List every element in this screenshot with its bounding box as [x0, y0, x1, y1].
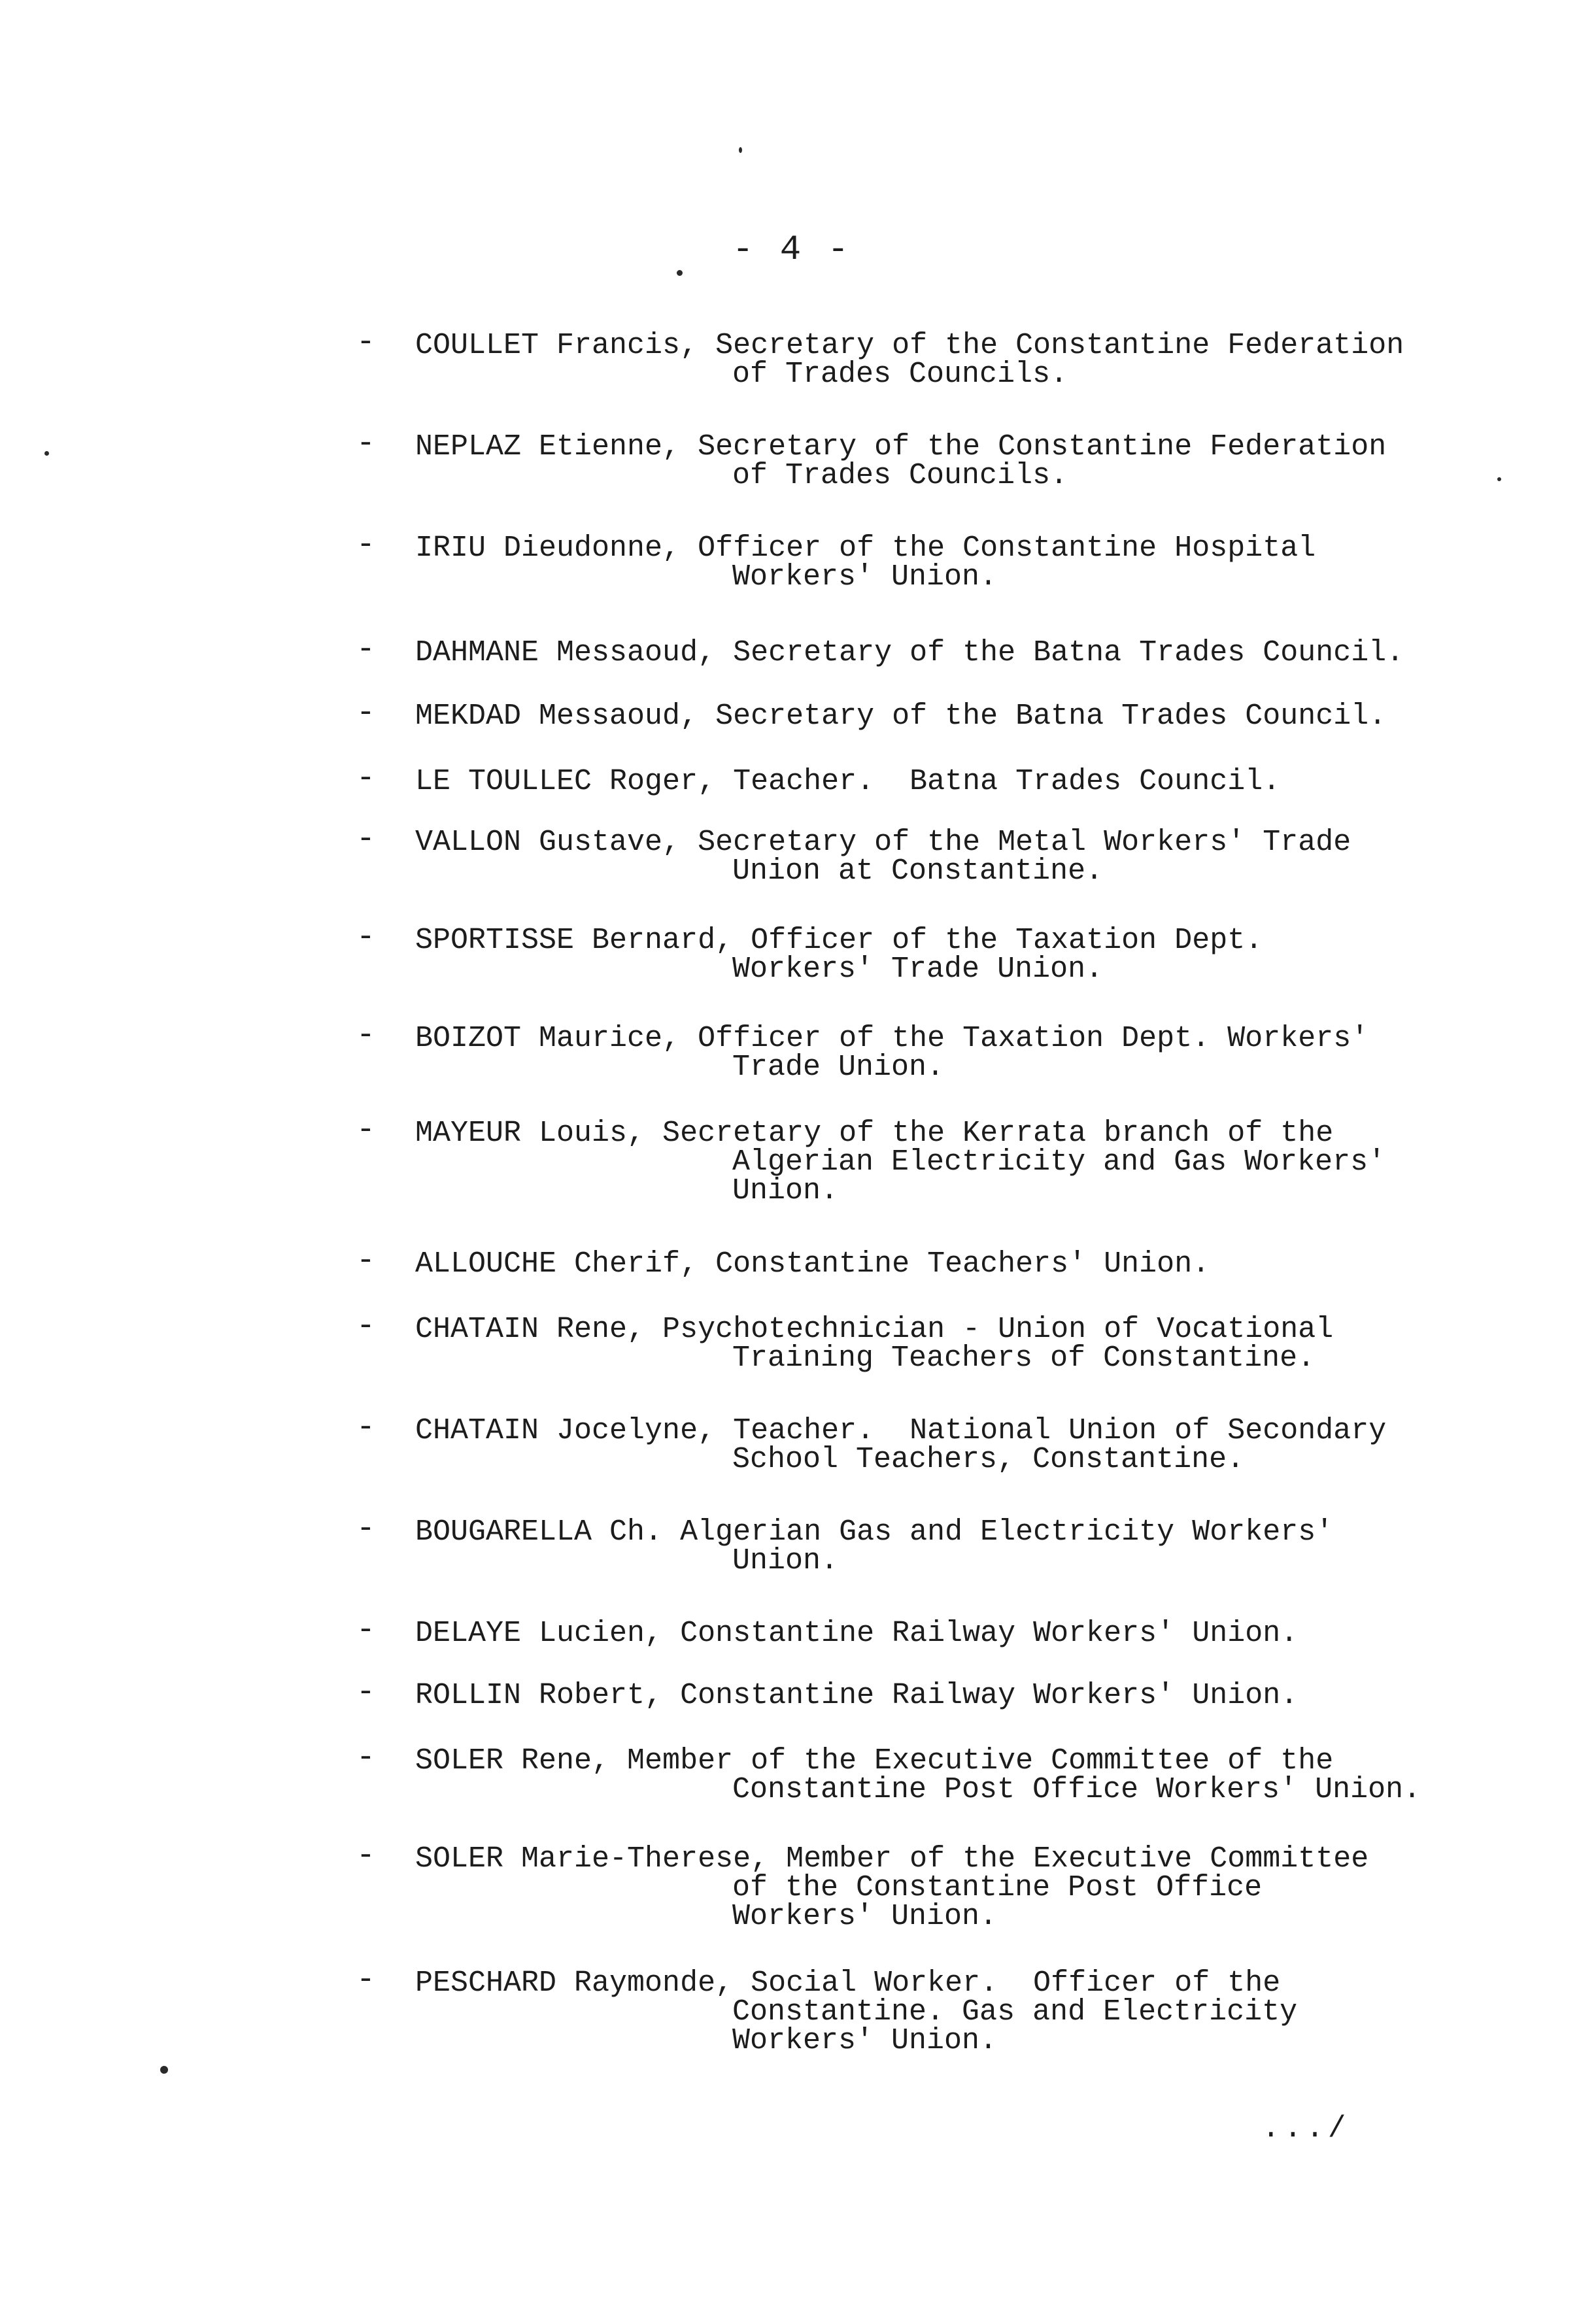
scan-speck — [739, 147, 742, 153]
list-dash: - — [356, 1838, 375, 1874]
entry-continuation: Workers' Union. — [732, 560, 998, 594]
list-dash: - — [356, 1309, 375, 1344]
entry-text: ROLLIN Robert, Constantine Railway Workers' Union. — [415, 1679, 1299, 1712]
entry-text: SPORTISSE Bernard, Officer of the Taxation Dept. — [415, 924, 1263, 957]
entry-continuation: Union. — [732, 1174, 839, 1207]
entry-continuation: Constantine Post Office Workers' Union. — [732, 1773, 1421, 1806]
entry-text: DELAYE Lucien, Constantine Railway Workers' Union. — [415, 1617, 1299, 1650]
entry-text: CHATAIN Rene, Psychotechnician - Union of Vocational — [415, 1313, 1334, 1346]
list-dash: - — [356, 1511, 375, 1547]
entry-continuation: Union at Constantine. — [732, 854, 1104, 888]
list-dash: - — [356, 761, 375, 796]
entry-text: SOLER Rene, Member of the Executive Committee of the — [415, 1744, 1334, 1778]
scan-speck — [677, 270, 683, 276]
list-dash: - — [356, 1963, 375, 1998]
entry-text: SOLER Marie-Therese, Member of the Executive Committee — [415, 1842, 1369, 1876]
entry-continuation: Workers' Union. — [732, 2024, 998, 2057]
list-dash: - — [356, 1740, 375, 1776]
list-dash: - — [356, 1113, 375, 1148]
list-dash: - — [356, 632, 375, 667]
scan-speck — [160, 2066, 168, 2074]
entry-continuation: Trade Union. — [732, 1051, 945, 1084]
entry-continuation: Algerian Electricity and Gas Workers' — [732, 1145, 1386, 1179]
entry-text: ALLOUCHE Cherif, Constantine Teachers' Union. — [415, 1247, 1210, 1281]
scan-speck — [44, 451, 49, 456]
entry-text: NEPLAZ Etienne, Secretary of the Constantine Federation — [415, 430, 1387, 464]
list-dash: - — [356, 528, 375, 563]
entry-continuation: Constantine. Gas and Electricity — [732, 1995, 1298, 2029]
entry-continuation: Union. — [732, 1544, 839, 1578]
scan-speck — [1497, 477, 1501, 481]
list-dash: - — [356, 1410, 375, 1445]
entry-text: COULLET Francis, Secretary of the Constantine Federation — [415, 329, 1404, 362]
page-number: - 4 - — [732, 230, 852, 270]
entry-text: MEKDAD Messaoud, Secretary of the Batna Trades Council. — [415, 700, 1387, 733]
entry-text: PESCHARD Raymonde, Social Worker. Officer of the — [415, 1967, 1281, 2000]
list-dash: - — [356, 1675, 375, 1710]
list-dash: - — [356, 920, 375, 955]
list-dash: - — [356, 696, 375, 731]
list-dash: - — [356, 1243, 375, 1279]
list-dash: - — [356, 426, 375, 462]
entry-continuation: of Trades Councils. — [732, 459, 1068, 492]
list-dash: - — [356, 1018, 375, 1053]
list-dash: - — [356, 325, 375, 360]
list-dash: - — [356, 822, 375, 857]
continuation-mark: .../ — [1262, 2112, 1350, 2146]
entry-continuation: Workers' Union. — [732, 1900, 998, 1933]
entry-text: MAYEUR Louis, Secretary of the Kerrata branch of the — [415, 1117, 1334, 1150]
entry-text: CHATAIN Jocelyne, Teacher. National Union of Secondary — [415, 1414, 1387, 1447]
entry-continuation: Training Teachers of Constantine. — [732, 1342, 1316, 1375]
entry-text: BOIZOT Maurice, Officer of the Taxation Dept. Workers' — [415, 1022, 1369, 1055]
entry-text: IRIU Dieudonne, Officer of the Constantine Hospital — [415, 532, 1316, 565]
entry-text: DAHMANE Messaoud, Secretary of the Batna Trades Council. — [415, 636, 1404, 669]
list-dash: - — [356, 1613, 375, 1648]
entry-text: BOUGARELLA Ch. Algerian Gas and Electricity Workers' — [415, 1515, 1334, 1549]
entry-text: VALLON Gustave, Secretary of the Metal Workers' Trade — [415, 826, 1351, 859]
entry-continuation: of Trades Councils. — [732, 358, 1068, 391]
entry-text: LE TOULLEC Roger, Teacher. Batna Trades Council. — [415, 765, 1281, 798]
entry-continuation: School Teachers, Constantine. — [732, 1443, 1245, 1476]
entry-continuation: Workers' Trade Union. — [732, 953, 1104, 986]
entry-continuation: of the Constantine Post Office — [732, 1871, 1263, 1904]
